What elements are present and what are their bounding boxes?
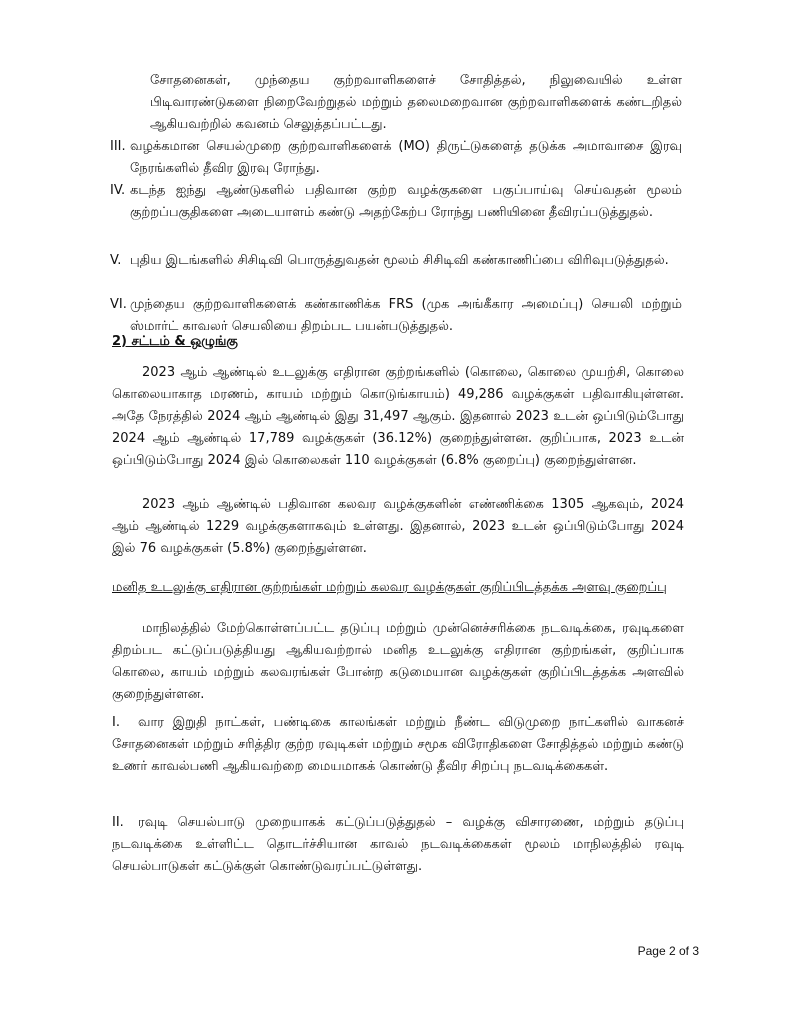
list-number: VI.: [110, 297, 127, 312]
list-item-i: [112, 712, 684, 778]
list-text: ரவுடி செயல்பாடு முறையாகக் கட்டுப்படுத்துதல் – வழக்கு விசாரணை, மற்றும் தடுப்பு நடவடிக்கை உள்ளிட்ட தொடர்ச்சியான காவல் நடவடிக்கைகள் மூலம் மாநிலத்தில் ரவுடி செயல்பாடுகள் கட்டுக்குள் கொண்டுவரப்பட்டுள்ளது.: [112, 815, 684, 874]
list-text: முந்தைய குற்றவாளிகளைக் கண்காணிக்க FRS (முக அங்கீகார அமைப்பு) செயலி மற்றும் ஸ்மார்ட் காவலர் செயலியை திறம்பட பயன்படுத்துதல்.: [130, 297, 682, 334]
section-heading-reduction: மனித உடலுக்கு எதிரான குற்றங்கள் மற்றும் கலவர வழக்குகள் குறிப்பிடத்தக்க அளவு குறைப்பு: [112, 580, 667, 595]
list-item-ii: [112, 812, 684, 878]
list-number: III.: [110, 139, 126, 154]
list-item-iii: [110, 136, 682, 180]
paragraph-reduction: மாநிலத்தில் மேற்கொள்ளப்பட்ட தடுப்பு மற்றும் முன்னெச்சரிக்கை நடவடிக்கை, ரவுடிகளை திறம்பட கட்டுப்படுத்தியது ஆகியவற்றால் மனித உடலுக்கு எதிரான குற்றங்கள், குறிப்பாக கொலை, காயம் மற்றும் கலவரங்கள் போன்ற கடுமையான வழக்குகள் குறிப்பிடத்தக்க அளவில் குறைந்துள்ளன.: [112, 621, 684, 702]
list-number: V.: [110, 253, 122, 268]
list-text: கடந்த ஐந்து ஆண்டுகளில் பதிவான குற்ற வழக்குகளை பகுப்பாய்வு செய்வதன் மூலம் குற்றப்பகுதிகளை அடையாளம் கண்டு அதற்கேற்ப ரோந்து பணியினை தீவிரப்படுத்துதல்.: [130, 183, 682, 220]
list-number: II.: [112, 815, 124, 830]
list-item-vi: [110, 294, 682, 338]
section-heading-law-order: 2) சட்டம் & ஒழுங்கு: [112, 334, 238, 349]
list-number: I.: [112, 715, 120, 730]
list-text: புதிய இடங்களில் சிசிடிவி பொருத்துவதன் மூலம் சிசிடிவி கண்காணிப்பை விரிவுபடுத்துதல்.: [130, 253, 669, 268]
continued-list-text: சோதனைகள், முந்தைய குற்றவாளிகளைச் சோதித்தல், நிலுவையில் உள்ள பிடிவாரண்டுகளை நிறைவேற்றுதல் மற்றும் தலைமறைவான குற்றவாளிகளைக் கண்டறிதல் ஆகியவற்றில் கவனம் செலுத்தப்பட்டது.: [150, 73, 682, 132]
paragraph-body-crimes: 2023 ஆம் ஆண்டில் உடலுக்கு எதிரான குற்றங்களில் (கொலை, கொலை முயற்சி, கொலை கொலையாகாத மரணம், காயம் மற்றும் கொடுங்காயம்) 49,286 வழக்குகள் பதிவாகியுள்ளன. அதே நேரத்தில் 2024 ஆம் ஆண்டில் இது 31,497 ஆகும். இதனால் 2023 உடன் ஒப்பிடும்போது 2024 ஆம் ஆண்டில் 17,789 வழக்குகள் (36.12%) குறைந்துள்ளன. குறிப்பாக, 2023 உடன் ஒப்பிடும்போது 2024 இல் கொலைகள் 110 வழக்குகள் (6.8% குறைப்பு) குறைந்துள்ளன.: [112, 365, 684, 468]
list-text: வார இறுதி நாட்கள், பண்டிகை காலங்கள் மற்றும் நீண்ட விடுமுறை நாட்களில் வாகனச் சோதனைகள் மற்றும் சரித்திர குற்ற ரவுடிகள் மற்றும் சமூக விரோதிகளை சோதித்தல் மற்றும் கண்டு உணர் காவல்பணி ஆகியவற்றை மையமாகக் கொண்டு தீவிர சிறப்பு நடவடிக்கைகள்.: [112, 715, 684, 774]
page-number: Page 2 of 3: [637, 944, 699, 958]
list-item-iv: [110, 180, 682, 224]
paragraph-riot-cases: 2023 ஆம் ஆண்டில் பதிவான கலவர வழக்குகளின் எண்ணிக்கை 1305 ஆகவும், 2024 ஆம் ஆண்டில் 1229 வழக்குகளாகவும் உள்ளது. இதனால், 2023 உடன் ஒப்பிடும்போது 2024 இல் 76 வழக்குகள் (5.8%) குறைந்துள்ளன.: [112, 497, 684, 556]
list-text: வழக்கமான செயல்முறை குற்றவாளிகளைக் (MO) திருட்டுகளைத் தடுக்க அமாவாசை இரவு நேரங்களில் தீவிர இரவு ரோந்து.: [130, 139, 682, 176]
list-number: IV.: [110, 183, 126, 198]
list-item-v: [110, 250, 682, 272]
